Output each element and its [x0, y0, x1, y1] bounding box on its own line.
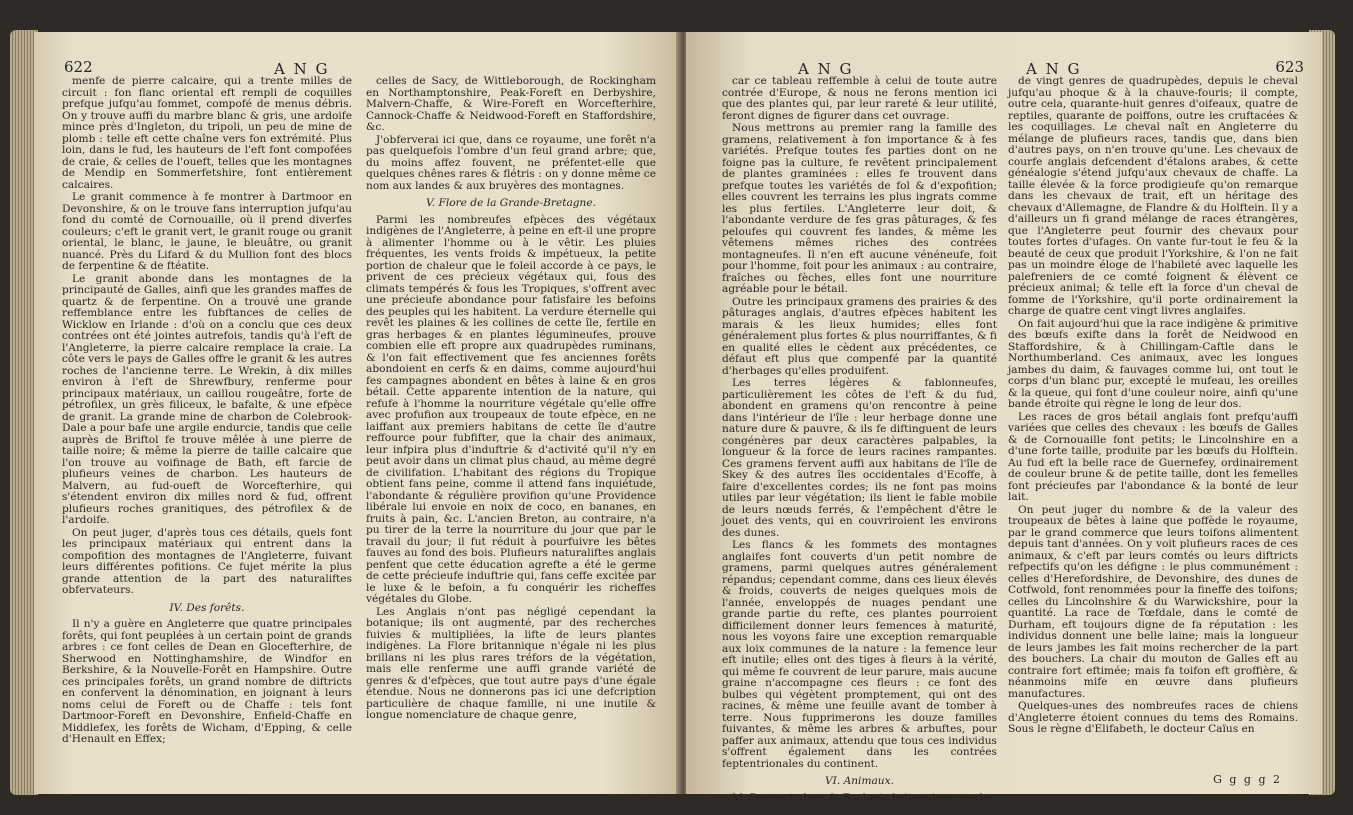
paragraph: Les flancs & les fommets des montagnes anglaifes font couverts d'un petit nombre de gramens, parmi quelques autres généralement répandus; cependant comme, dans ces lieux élevés & froids, couverts de neiges quelques mois de l'année, enveloppés de nuages pendant une grande partie du refte, ces plantes pourroient difficilement donner leurs femences à maturité, nous les voyons faire une exception remarquable aux loix communes de la nature : la femence leur eft inutile; elles ont des tiges à fleurs à la vérité, qui même fe couvrent de leur parure, mais aucune graine n'accompagne ces fleurs : ce font des bulbes qui végètent promptement, qui ont des racines, & même une feuille avant de tomber à terre. Nous fupprimerons les douze familles fuivantes, & même les arbres & arbuftes, pour paffer aux animaux, attendu que tous ces individus s'offrent également dans les contrées feptentrionales du continent. — [722, 539, 997, 770]
running-header-right-1: A N G — [798, 60, 854, 78]
paragraph: menfe de pierre calcaire, qui a trente milles de circuit : fon flanc oriental eft rempli de coquilles prefque jufqu'au fommet, compofé de menus débris. On y trouve auffi du marbre blanc & gris, une ardoife mince près d'Ingleton, du tripoli, un peu de mine de plomb : telle eft cette chaîne vers fon extrémité. Plus loin, dans le fud, les hauteurs de l'eft font compofées de craie, & celles de l'oueft, telles que les montagnes de Mendip en Sommerfetshire, font entièrement calcaires. — [62, 75, 352, 191]
paragraph: celles de Sacy, de Wittleborough, de Rockingham en Northamptonshire, Peak-Foreft en Derbyshire, Malvern-Chaffe, & Wire-Foreft en Worcefterhire, Cannock-Chaffe & Neidwood-Foreft en Staffordshire, &c. — [366, 75, 656, 133]
paragraph: car ce tableau reffemble à celui de toute autre contrée d'Europe, & nous ne ferons mention ici que des plantes qui, par leur rareté & leur utilité, feront dignes de figurer dans cet ouvrage. — [722, 75, 997, 122]
right-column-1 — [722, 76, 997, 805]
paragraph: Quelques-unes des nombreufes races de chiens d'Angleterre étoient connues du tems des Romains. Sous le règne d'Elifabeth, le docteur Caïus en — [1008, 700, 1298, 735]
running-header-left: A N G — [274, 60, 330, 78]
paragraph: Parmi les nombreufes efpèces des végétaux indigènes de l'Angleterre, à peine en eft-il une propre à alimenter l'homme ou à le vêtir. Les pluies fréquentes, les vents froids & impétueux, la petite portion de chaleur que le foleil accorde à ce pays, le privent de ces précieux végétaux qui, fous des climats tempérés & fous les Tropiques, s'offrent avec une précieufe abondance pour fatisfaire les befoins des peuples qui les habitent. La verdure éternelle qui revêt les plaines & les collines de cette île, fertile en gras herbages & en plantes légumineufes, prouve combien elle eft propre aux quadrupèdes ruminans, & l'on fait effectivement que fes anciennes forêts abondoient en cerfs & en daims, comme aujourd'hui fes campagnes abondent en bêtes à laine & en gros bétail. Cette apparente intention de la nature, qui refufe à l'homme la nourriture végétale qu'elle offre avec profufion aux troupeaux de toute efpèce, en ne laiffant aux premiers habitans de cette île d'autre reffource pour fubfifter, que la chair des animaux, leur infpira plus d'induftrie & d'activité qu'il n'y en peut avoir dans un climat plus chaud, au même degré de civilifation. L'habitant des régions du Tropique obtient fans peine, comme il attend fans inquiétude, l'abondante & régulière provifion qu'une Providence libérale lui envoie en noix de coco, en bananes, en fruits à pain, &c. L'ancien Breton, au contraire, n'a pu tirer de la terre la nourriture du jour que par le travail du jour; il fut réduit à pourfuivre les bêtes fauves au fond des bois. Plufieurs naturaliftes anglais penfent que cette éducation agrefte a été le germe de cette précieufe induftrie qui, fans ceffe excitée par le luxe & le befoin, a fu conquérir les richeffes végétales du Globe. — [366, 213, 656, 605]
paragraph: de vingt genres de quadrupèdes, depuis le cheval jufqu'au phoque & à la chauve-fouris; il compte, outre cela, quarante-huit genres d'oifeaux, quatre de reptiles, quarante de poiffons, outre les cruftacées & les coquillages. Le cheval naît en Angleterre du mélange de plufieurs races, tandis que, dans bien d'autres pays, on n'en trouve qu'une. Les chevaux de courfe anglais defcendent d'étalons arabes, & cette généalogie s'étend jufqu'aux chevaux de chaffe. La taille élevée & la force prodigieufe qu'on remarque dans les chevaux de trait, eft un héritage des chevaux d'Allemagne, de Flandre & du Holftein. Il y a d'ailleurs un fi grand mélange de races étrangères, que l'Angleterre peut fournir des chevaux pour toutes fortes d'ufages. On vante fur-tout le feu & la beauté de ceux que produit l'Yorkshire, & l'on ne fait pas un moindre éloge de l'habileté avec laquelle les palefreniers de ce comté foignent & élèvent ce précieux animal; & telle eft la force d'un cheval de fomme de l'Yorkshire, qu'il porte ordinairement la charge de quatre cent vingt livres anglaifes. — [1008, 75, 1298, 317]
section-heading: VI. Animaux. — [825, 775, 894, 787]
paragraph: Il n'y a guère en Angleterre que quatre principales forêts, qui font peuplées à un certain point de grands arbres : ce font celles de Dean en Glocefterhire, de Sherwood en Nottinghamshire, de Windfor en Berkshire, & la Nouvelle-Forêt en Hampshire. Outre ces principales forêts, un grand nombre de diftricts en confervent la dénomination, en joignant à leurs noms celui de Foreft ou de Chaffe : tels font Dartmoor-Foreft en Devonshire, Enfield-Chaffe en Middlefex, les forêts de Wicham, d'Epping, & celle d'Henault en Effex; — [62, 618, 352, 745]
paragraph: On fait aujourd'hui que la race indigène & primitive des bœufs exifte dans la forêt de Neidwood en Staffordshire, & à Chillingam-Caftle dans le Northumberland. Ces animaux, avec les longues jambes du daim, & fauvages comme lui, ont tout le corps d'un blanc pur, excepté le mufeau, les oreilles & la queue, qui font d'une couleur noire, ainfi qu'une bande étroite qui règne le long de leur dos. — [1008, 317, 1298, 410]
section-heading: V. Flore de la Grande-Bretagne. — [425, 197, 597, 209]
paragraph: Nous mettrons au premier rang la famille des gramens, relativement à fon importance & à fes variétés. Prefque toutes fes parties dont on ne foigne pas la culture, fe revêtent principalement de plantes graminées : elles fe trouvent dans prefque toutes les variétés de fol & d'expofition; elles couvrent les terrains les plus ingrats comme les plus fertiles. L'Angleterre leur doit, & l'abondante verdure de fes gras pâturages, & fes peloufes qui couvrent fes landes, & même les vêtemens mêmes riches des contrées montagneufes. Il n'en eft aucune vénéneufe, foit pour l'homme, foit pour les animaux : au contraire, fraîches ou fèches, elles font une nourriture agréable pour le bétail. — [722, 122, 997, 295]
paragraph: Le granit abonde dans les montagnes de la principauté de Galles, ainfi que les grandes maffes de quartz & de ferpentine. On a trouvé une grande reffemblance entre les fubftances de celles de Wicklow en Irlande : d'où on a conclu que ces deux contrées ont été jointes autrefois, tandis qu'à l'eft de l'Angleterre, la pierre calcaire remplace la craie. La côte vers le pays de Galles offre le granit & les autres roches de l'ancienne terre. Le Wrekin, à dix milles environ à l'eft de Shrewfbury, renferme pour principaux matériaux, un caillou rougeâtre, forte de pétrofilex, un grès filiceux, le bafalte, & une efpèce de granit. La grande mine de charbon de Colebrook-Dale a pour bafe une argile endurcie, tandis que celle auprès de Briftol fe trouve mêlée à une pierre de taille noire; & même la pierre de taille calcaire que l'on trouve au voifinage de Bath, eft farcie de plufieurs veines de charbon. Les hauteurs de Malvern, au fud-oueft de Worcefterhire, qui s'étendent environ dix milles nord & fud, offrent plufieurs roches granitiques, des pétrofilex & de l'ardoife. — [62, 272, 352, 526]
paragraph: Outre les principaux gramens des prairies & des pâturages anglais, d'autres efpèces habitent les marais & les lieux humides; elles font généralement plus fortes & plus nourriffantes, & fi en qualité elles le cèdent aux précédentes, ce défaut eft plus que compenfé par la quantité d'herbages qu'elles produifent. — [722, 295, 997, 377]
paragraph: Le granit commence à fe montrer à Dartmoor en Devonshire, & on le trouve fans interruption jufqu'au fond du comté de Cornouaille, où il prend diverfes couleurs; c'eft le granit vert, le granit rouge ou granit oriental, le blanc, le jaune, le bleuâtre, ou granit nuancé. Près du Lifard & du Mullion font des blocs de ferpentine & de ftéatite. — [62, 191, 352, 272]
catchword: G g g g 2 — [1213, 773, 1282, 786]
paragraph: Les terres légères & fablonneufes, particulièrement les côtes de l'eft & du fud, abondent en gramens qu'on rencontre à peine dans l'intérieur de l'île : leur herbage donne une nature dure & pauvre, & ils fe diftinguent de leurs congénères par deux caractères palpables, la longueur & la force de leurs racines rampantes. Ces gramens fervent auffi aux habitans de l'île de Skey & des autres îles occidentales d'Ecoffe, à faire d'excellentes cordes; ils ne font pas moins utiles par leur végétation; ils lient le fable mobile de leurs nœuds ferrés, & l'empêchent d'être le jouet des vents, qui en couvriroient les environs des dunes. — [722, 377, 997, 539]
right-page — [686, 32, 1322, 804]
left-column-1 — [62, 76, 352, 747]
left-column-2 — [366, 76, 656, 723]
paragraph: On peut juger, d'après tous ces détails, quels font les principaux matériaux qui entrent dans la compofition des montagnes de l'Angleterre, fuivant leurs différentes pofitions. Ce fujet mérite la plus grande attention de la part des naturaliftes obfervateurs. — [62, 526, 352, 596]
page-number-right: 623 — [1275, 58, 1304, 76]
section-heading: IV. Des forêts. — [169, 601, 245, 614]
paragraph: On peut juger du nombre & de la valeur des troupeaux de bêtes à laine que poffède le royaume, par le grand commerce que leurs toifons alimentent depuis tant d'années. On y voit plufieurs races de ces animaux, & c'eft par leurs comtés ou leurs diftricts refpectifs qu'on les défigne : le plus communément : celles d'Herefordshire, de Devonshire, des dunes de Cotfwold, font renommées pour la fineffe des toifons; celles du Lincolnshire & du Warwickshire, pour la quantité. La race de Tœfdale, dans le comté de Durham, eft toujours digne de fa réputation : les individus donnent une belle laine; mais la longueur de leurs jambes les fait moins rechercher de la part des bouchers. La chair du mouton de Galles eft au contraire fort eftimée; mais fa toifon eft groffière, & néanmoins mife en œuvre dans plufieurs manufactures. — [1008, 503, 1298, 700]
paragraph: J'obferverai ici que, dans ce royaume, une forêt n'a pas quelquefois l'ombre d'un feul grand arbre; que, du moins affez fouvent, ne préfentet-elle que quelques chênes rares & flétris : on y donne même ce nom aux landes & aux bruyères des montagnes. — [366, 133, 656, 192]
paragraph: M. Pennant, dans fa Zoologie britannique, parle — [732, 791, 990, 804]
left-page — [34, 32, 680, 794]
right-column-2 — [1008, 76, 1298, 737]
paragraph: Les Anglais n'ont pas négligé cependant la botanique; ils ont augmenté, par des recherches fuivies & multipliées, la lifte de leurs plantes indigènes. La Flore britannique n'égale ni les plus brillans ni les plus rares tréfors de la végétation, mais elle renferme une auffi grande variété de genres & d'efpèces, que tout autre pays d'une égale étendue. Nous ne donnerons pas ici une defcription particulière de chaque famille, ni une inutile & longue nomenclature de chaque genre, — [366, 605, 656, 721]
page-number-left: 622 — [64, 58, 93, 76]
running-header-right-2: A N G — [1026, 60, 1082, 78]
paragraph: Les races de gros bétail anglais font prefqu'auffi variées que celles des chevaux : les bœufs de Galles & de Cornouaille font petits; le Lincolnshire en a d'une forte taille, produite par les bœufs du Holftein. Au fud eft la belle race de Guernefey, ordinairement de couleur brune & de petite taille, dont les femelles font précieufes par l'abondance & la bonté de leur lait. — [1008, 410, 1298, 503]
